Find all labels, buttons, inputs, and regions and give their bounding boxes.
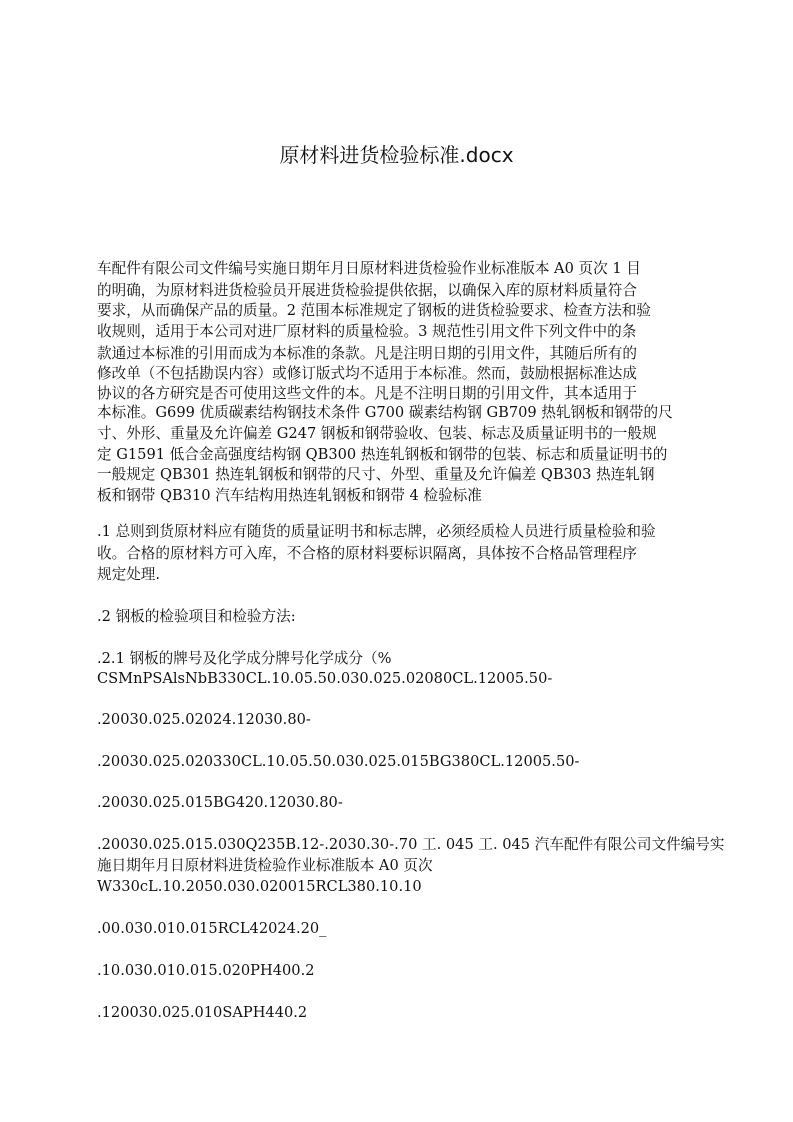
text-line: 协议的各方研究是否可使用这些文件的本。凡是不注明日期的引用文件，其本适用于 [97,385,637,402]
text-line: .10.030.010.015.020PH400.2 [97,962,315,979]
text-line: .2 钢板的检验项目和检验方法: [97,608,296,625]
text-line: 寸、外形、重量及允许偏差 G247 钢板和钢带验收、包装、标志及质量证明书的一般规 [97,425,657,442]
text-line: 一般规定 QB301 热连轧钢板和钢带的尺寸、外型、重量及允许偏差 QB303 热连轧钢 [97,466,655,483]
text-line: .20030.025.02024.12030.80- [97,711,311,728]
text-line: 规定处理. [97,566,161,583]
text-line: 收规则，适用于本公司对进厂原材料的质量检验。3 规范性引用文件下列文件中的条 [97,323,637,340]
text-line: 车配件有限公司文件编号实施日期年月日原材料进货检验作业标准版本 A0 页次 1 目 [97,260,641,277]
text-line: .00.030.010.015RCL42024.20_ [97,920,327,937]
text-line: W330cL.10.2050.030.020015RCL380.10.10 [97,878,422,895]
text-line: 修改单（不包括勘误内容）或修订版式均不适用于本标准。然而，鼓励根据标准达成 [97,365,637,382]
text-line: 板和钢带 QB310 汽车结构用热连轧钢板和钢带 4 检验标准 [97,487,482,504]
text-line: .120030.025.010SAPH440.2 [97,1004,308,1021]
text-line: .20030.025.020330CL.10.05.50.030.025.015BG380CL.12005.50- [97,753,580,770]
text-line: 本标准。G699 优质碳素结构钢技术条件 G700 碳素结构钢 GB709 热轧钢板和钢带的尺 [97,404,673,421]
text-line: .20030.025.015BG420.12030.80- [97,794,343,811]
text-line: 的明确，为原材料进货检验员开展进货检验提供依据，以确保入库的原材料质量符合 [97,282,637,299]
document-title: 原材料进货检验标准.docx [279,143,514,167]
text-line: .20030.025.015.030Q235B.12-.2030.30-.70 工. 045 工. 045 汽车配件有限公司文件编号实 [97,836,725,853]
text-line: CSMnPSAlsNbB330CL.10.05.50.030.025.02080CL.12005.50- [97,670,553,687]
text-line: 收。合格的原材料方可入库，不合格的原材料要标识隔离，具体按不合格品管理程序 [97,545,637,562]
text-line: 要求，从而确保产品的质量。2 范围本标准规定了钢板的进货检验要求、检查方法和验 [97,302,651,319]
text-line: 款通过本标准的引用而成为本标准的条款。凡是注明日期的引用文件，其随后所有的 [97,345,637,362]
text-line: 施日期年月日原材料进货检验作业标准版本 A0 页次 [97,857,433,874]
text-line: .2.1 钢板的牌号及化学成分牌号化学成分（% [97,650,392,667]
text-line: 定 G1591 低合金高强度结构钢 QB300 热连轧钢板和钢带的包装、标志和质量证明书的 [97,446,668,463]
text-line: .1 总则到货原材料应有随货的质量证明书和标志牌，必须经质检人员进行质量检验和验 [97,523,656,540]
